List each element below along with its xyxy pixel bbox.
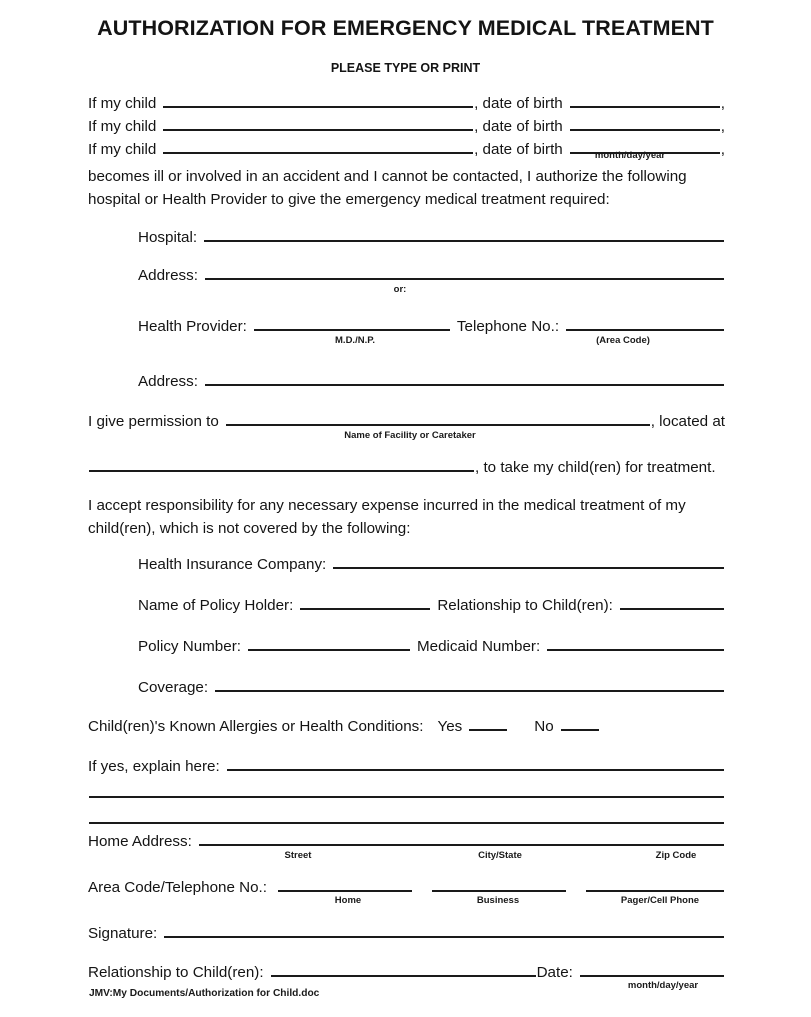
signoff-relationship-label: Relationship to Child(ren): <box>88 964 264 982</box>
pager-phone-caption: Pager/Cell Phone <box>620 895 700 906</box>
provider-address-row <box>138 370 725 390</box>
intro-paragraph <box>88 165 725 211</box>
policy-holder-label: Name of Policy Holder: <box>138 597 294 615</box>
responsibility-paragraph-line-1: I accept responsibility for any necessary expense incurred in the medical treatment of my <box>88 497 686 514</box>
health-provider-field[interactable] <box>254 315 450 331</box>
child-name-field-3[interactable] <box>163 138 473 154</box>
relationship-date-row <box>88 961 725 981</box>
page-subtitle: PLEASE TYPE OR PRINT <box>330 61 481 75</box>
zip-code-caption: Zip Code <box>655 850 697 861</box>
hospital-address-field[interactable] <box>205 264 724 280</box>
hospital-field[interactable] <box>204 226 724 242</box>
comma-3: , <box>720 141 725 159</box>
insurance-company-field[interactable] <box>333 553 724 569</box>
policy-holder-field[interactable] <box>300 594 430 610</box>
dob-field-1[interactable] <box>570 92 720 108</box>
child-label-1: If my child <box>88 95 157 113</box>
dob-field-2[interactable] <box>570 115 720 131</box>
allergies-no-checkbox-field[interactable] <box>561 715 599 731</box>
hospital-label: Hospital: <box>138 229 198 247</box>
street-caption: Street <box>284 850 312 861</box>
facility-name-field[interactable] <box>226 410 650 426</box>
medicaid-number-field[interactable] <box>547 635 724 651</box>
health-provider-label: Health Provider: <box>138 318 247 336</box>
date-field[interactable] <box>580 961 724 977</box>
child-label-3: If my child <box>88 141 157 159</box>
medicaid-number-label: Medicaid Number: <box>416 638 541 656</box>
or-caption: or: <box>393 284 407 295</box>
policy-holder-row <box>138 594 725 614</box>
allergies-yes-label: Yes <box>437 718 463 736</box>
coverage-row <box>138 676 725 696</box>
date-caption: month/day/year <box>627 980 699 991</box>
insurance-company-row <box>138 553 725 573</box>
dob-label-2: , date of birth <box>474 118 563 136</box>
responsibility-paragraph <box>88 494 725 540</box>
telephone-numbers-label: Area Code/Telephone No.: <box>88 879 267 897</box>
provider-address-field[interactable] <box>205 370 724 386</box>
dob-label-1: , date of birth <box>474 95 563 113</box>
date-label: Date: <box>536 964 573 982</box>
relationship-to-children-label: Relationship to Child(ren): <box>437 597 613 615</box>
provider-address-label: Address: <box>138 373 198 391</box>
allergies-row <box>88 715 725 735</box>
pager-phone-field[interactable] <box>586 876 724 892</box>
location-field[interactable] <box>89 456 474 472</box>
policy-number-label: Policy Number: <box>138 638 241 656</box>
telephone-label: Telephone No.: <box>456 318 560 336</box>
child-row-1 <box>88 92 725 112</box>
telephone-field[interactable] <box>566 315 724 331</box>
coverage-field[interactable] <box>215 676 724 692</box>
signature-field[interactable] <box>164 922 724 938</box>
intro-paragraph-line-2: hospital or Health Provider to give the emergency medical treatment required: <box>88 191 610 208</box>
business-phone-field[interactable] <box>432 876 566 892</box>
child-row-2 <box>88 115 725 135</box>
intro-paragraph-line-1: becomes ill or involved in an accident and I cannot be contacted, I authorize the following <box>88 168 687 185</box>
document-footer-note: JMV:My Documents/Authorization for Child.doc <box>89 988 320 999</box>
home-address-label: Home Address: <box>88 833 192 851</box>
relationship-to-children-field[interactable] <box>620 594 724 610</box>
permission-closing-label: , to take my child(ren) for treatment. <box>475 459 716 477</box>
child-label-2: If my child <box>88 118 157 136</box>
explain-field-line-3[interactable] <box>89 808 724 824</box>
home-address-field[interactable] <box>199 830 724 846</box>
allergies-no-label: No <box>534 718 554 736</box>
dob-caption: month/day/year <box>594 150 666 161</box>
allergies-yes-checkbox-field[interactable] <box>469 715 507 731</box>
home-address-row <box>88 830 725 850</box>
health-provider-row <box>138 315 725 335</box>
allergies-question-label: Child(ren)'s Known Allergies or Health Conditions: <box>88 718 424 736</box>
policy-number-field[interactable] <box>248 635 410 651</box>
city-state-caption: City/State <box>478 850 522 861</box>
hospital-row <box>138 226 725 246</box>
permission-row <box>88 410 725 430</box>
comma-2: , <box>720 118 725 136</box>
explain-field-line-2[interactable] <box>89 782 724 798</box>
signoff-relationship-field[interactable] <box>271 961 536 977</box>
md-np-caption: M.D./N.P. <box>335 335 375 346</box>
telephone-row <box>88 876 725 896</box>
page-title: AUTHORIZATION FOR EMERGENCY MEDICAL TREATMENT <box>97 16 714 40</box>
explain-row-2 <box>88 782 725 798</box>
comma-1: , <box>720 95 725 113</box>
explain-row-1 <box>88 755 725 775</box>
explain-field-line-1[interactable] <box>227 755 724 771</box>
permission-lead-label: I give permission to <box>88 413 219 431</box>
child-name-field-2[interactable] <box>163 115 473 131</box>
dob-label-3: , date of birth <box>474 141 563 159</box>
policy-number-row <box>138 635 725 655</box>
permission-location-row <box>88 456 725 476</box>
located-at-label: , located at <box>650 413 725 431</box>
explain-label: If yes, explain here: <box>88 758 220 776</box>
home-phone-field[interactable] <box>278 876 412 892</box>
insurance-company-label: Health Insurance Company: <box>138 556 327 574</box>
area-code-caption: (Area Code) <box>596 335 650 346</box>
coverage-label: Coverage: <box>138 679 209 697</box>
home-phone-caption: Home <box>334 895 362 906</box>
hospital-address-label: Address: <box>138 267 198 285</box>
business-phone-caption: Business <box>476 895 520 906</box>
explain-row-3 <box>88 808 725 824</box>
hospital-address-row <box>138 264 725 284</box>
child-name-field-1[interactable] <box>163 92 473 108</box>
responsibility-paragraph-line-2: child(ren), which is not covered by the following: <box>88 520 411 537</box>
signature-row <box>88 922 725 942</box>
facility-caption: Name of Facility or Caretaker <box>344 430 476 441</box>
signature-label: Signature: <box>88 925 158 943</box>
